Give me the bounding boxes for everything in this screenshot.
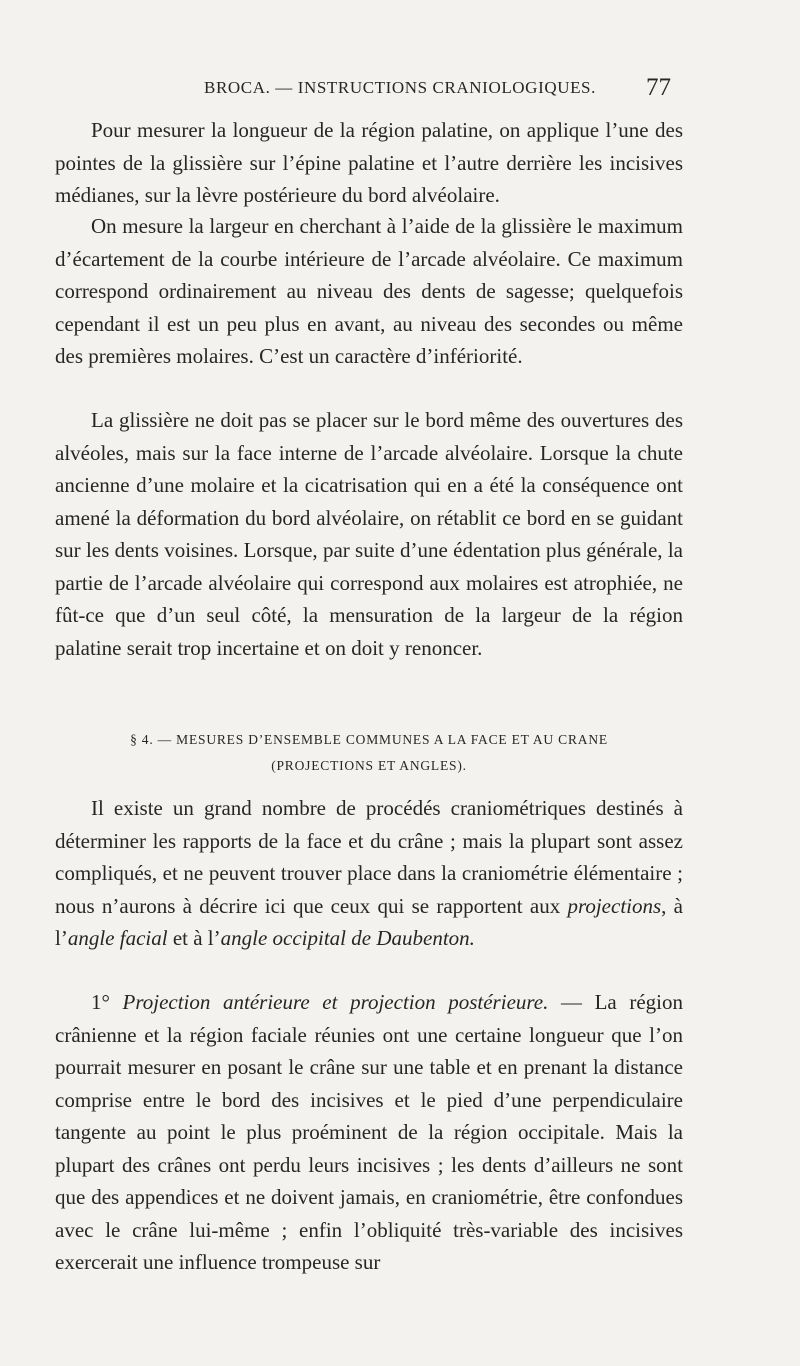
section-heading: § 4. — MESURES D’ENSEMBLE COMMUNES A LA FACE ET AU CRANE: [130, 732, 608, 747]
paragraph-palatine-length: Pour mesurer la longueur de la région palatine, on applique l’une des pointes de la glissière sur l’épine palatine et l’autre derrière les incisives médianes, sur la lèvre postérieure du bord alvéolaire.: [55, 118, 683, 207]
running-head: [0, 76, 800, 106]
p5-number: 1°: [91, 990, 123, 1014]
p4-text-1: Il existe un grand nombre de procédés craniométriques destinés à déterminer les rapports de la face et du crâne ; mais la plupart sont assez compliqués, et ne peuvent trouver place dans la craniométrie élémentaire ; nous n’aurons à décrire ici que ceux qui se rapportent aux: [55, 796, 683, 918]
paragraph-palatine-width: On mesure la largeur en cherchant à l’aide de la glissière le maximum d’écartement de la courbe intérieure de l’arcade alvéolaire. Ce maximum correspond ordinairement au niveau des dents de sagesse; quelquefois cependant il est un peu plus en avant, au niveau des secondes ou même des premières molaires. C’est un caractère d’infériorité.: [55, 214, 683, 368]
paragraph-glissiere-placement: La glissière ne doit pas se placer sur le bord même des ouvertures des alvéoles, mais sur la face interne de l’arcade alvéolaire. Lorsque la chute ancienne d’une molaire et la cicatrisation qui en a été la conséquence ont amené la déformation du bord alvéolaire, on rétablit ce bord en se guidant sur les dents voisines. Lorsque, par suite d’une édentation plus générale, la partie de l’arcade alvéolaire qui correspond aux molaires est atrophiée, ne fût-ce que d’un seul côté, la mensuration de la largeur de la région palatine serait trop incertaine et on doit y renoncer.: [55, 408, 683, 660]
p4-emphasis-angle-facial: angle facial: [67, 926, 168, 950]
p5-text: — La région crânienne et la région faciale réunies ont une certaine longueur que l’on pourrait mesurer en posant le crâne sur une table et en prenant la distance comprise entre le bord des incisives et le pied d’une perpendiculaire tangente au point le plus proéminent de la région occipitale. Mais la plupart des crânes ont perdu leurs incisives ; les dents d’ailleurs ne sont que des appendices et ne doivent jamais, en craniométrie, être confondues avec le crâne lui-même ; enfin l’obliquité très-variable des incisives exercerait une influence trompeuse sur: [55, 990, 684, 1274]
paragraph-projections: [55, 986, 683, 1279]
running-head-title: BROCA. — INSTRUCTIONS CRANIOLOGIQUES.: [204, 78, 596, 97]
paragraph-craniometric-procedures: [55, 792, 683, 955]
p4-text-2: , à l’: [55, 893, 683, 950]
page-number: 77: [646, 74, 671, 101]
p4-text-3: et à l’: [167, 926, 221, 950]
p4-emphasis-projections: projections: [567, 893, 662, 918]
section-subheading: (PROJECTIONS ET ANGLES).: [271, 758, 467, 773]
p4-emphasis-angle-occipital: angle occipital de Daubenton.: [220, 926, 475, 950]
p5-subheading: Projection antérieure et projection postérieure.: [122, 990, 549, 1014]
